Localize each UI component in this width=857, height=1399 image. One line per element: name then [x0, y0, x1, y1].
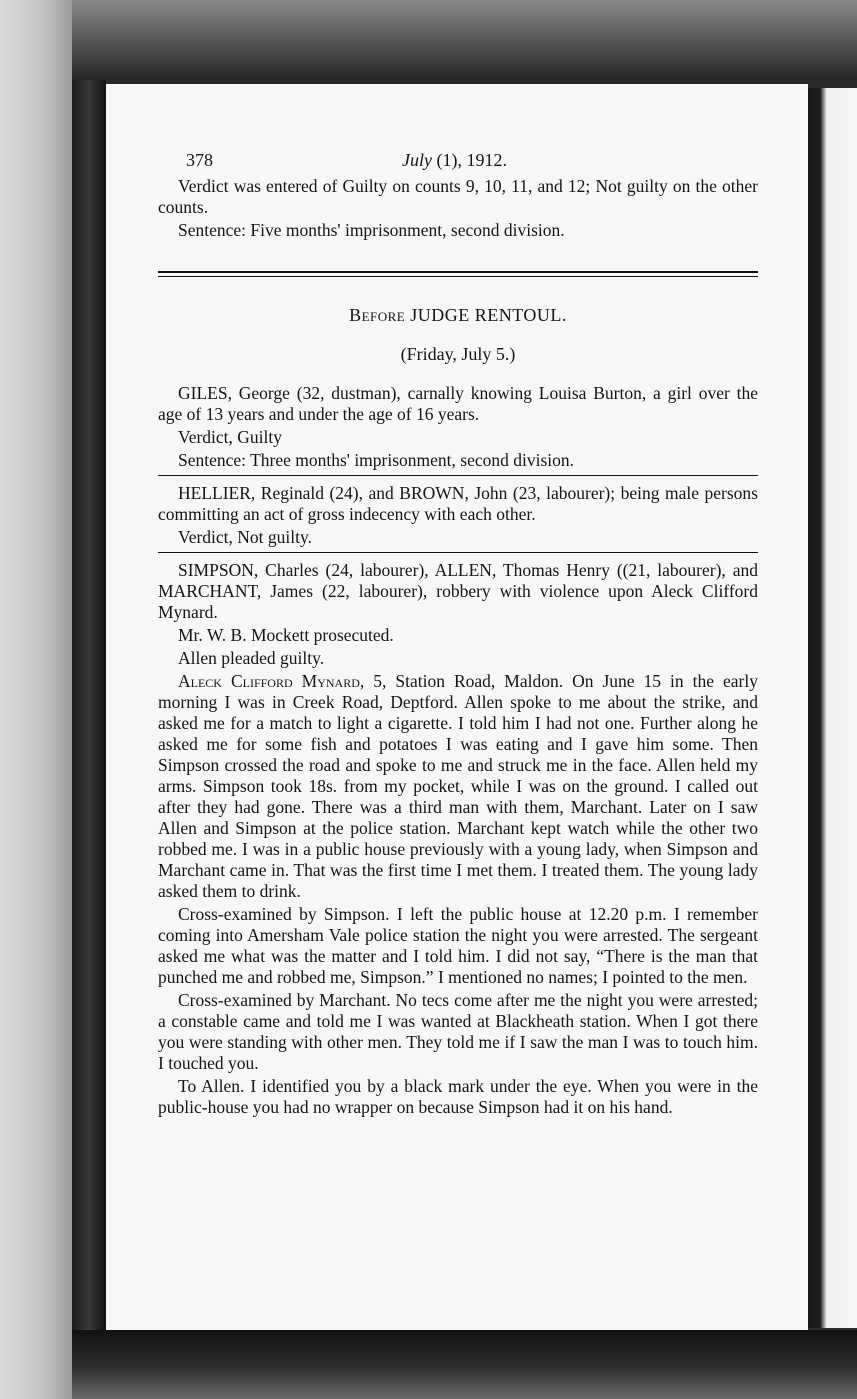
- case-giles-verdict: Verdict, Guilty: [178, 427, 283, 447]
- page-number: 378: [186, 150, 213, 170]
- book-spine-shadow: [72, 80, 106, 1340]
- case-divider: [158, 475, 758, 476]
- section-divider: [158, 271, 758, 277]
- cross-examination-marchant: Cross-examined by Marchant. No tecs come after me the night you were arrested; a constable came and told me I was wanted at Blackheath station. When I got there you were standing with other men. They told me if I saw the man I was to touch him. I touched you.: [158, 990, 758, 1073]
- witness-name: Aleck Clifford Mynard: [178, 671, 360, 691]
- case-simpson-charge: SIMPSON, Charles (24, labourer), ALLEN, Thomas Henry ((21, labourer), and MARCHANT, James (22, labourer), robbery with violence upon Aleck Clifford Mynard.: [158, 560, 758, 622]
- case-simpson-prosecutor: Mr. W. B. Mockett prosecuted.: [178, 625, 394, 645]
- running-head-title: [402, 150, 507, 171]
- running-head-date: (1), 1912.: [431, 150, 507, 170]
- witness-testimony: [158, 671, 758, 902]
- page-content: [158, 144, 758, 1118]
- heading-judge: JUDGE RENTOUL.: [405, 305, 567, 325]
- facing-page-edge: [808, 88, 857, 1328]
- scan-background-bottom: [72, 1330, 857, 1399]
- scan-background-top: [0, 0, 857, 80]
- running-head: [158, 144, 758, 174]
- prior-case-sentence: Sentence: Five months' imprisonment, second division.: [178, 220, 565, 240]
- cross-examination-simpson: Cross-examined by Simpson. I left the public house at 12.20 p.m. I remember coming into Amersham Vale police station the night you were arrested. The sergeant asked me what was the matter and I told him. I did not say, “There is the man that punched me and robbed me, Simpson.” I mentioned no names; I pointed to the men.: [158, 904, 758, 987]
- scan-background-left: [0, 0, 72, 1399]
- case-divider: [158, 552, 758, 553]
- testimony-to-allen: To Allen. I identified you by a black mark under the eye. When you were in the public-house you had no wrapper on because Simpson had it on his hand.: [158, 1076, 758, 1117]
- witness-testimony-text: , 5, Station Road, Maldon. On June 15 in the early morning I was in Creek Road, Deptford. Allen spoke to me about the strike, and asked me for a match to light a cigarette. I told him I had not one. Further along he asked me for some fish and potatoes I was eating and I gave him some. Then Simpson crossed the road and spoke to me and struck me in the face. Allen held my arms. Simpson took 18s. from my pocket, while I was on the ground. I called out after they had gone. There was a third man with them, Marchant. Later on I saw Allen and Simpson at the police station. Marchant kept watch while the other two robbed me. I was in a public house previously with a young lady, when Simpson and Marchant came in. That was the first time I met them. I treated them. The young lady asked them to drink.: [158, 671, 758, 901]
- case-hellier-charge: HELLIER, Reginald (24), and BROWN, John (23, labourer); being male persons committing an act of gross indecency with each other.: [158, 483, 758, 524]
- heading-prefix: Before: [349, 305, 406, 325]
- case-giles-sentence: Sentence: Three months' imprisonment, second division.: [178, 450, 575, 470]
- section-heading: [158, 305, 758, 326]
- running-head-month: July: [402, 150, 432, 170]
- book-page: [106, 84, 808, 1330]
- session-date: (Friday, July 5.): [400, 344, 516, 364]
- case-simpson-plea: Allen pleaded guilty.: [178, 648, 325, 668]
- case-hellier-verdict: Verdict, Not guilty.: [178, 527, 312, 547]
- case-giles-charge: GILES, George (32, dustman), carnally knowing Louisa Burton, a girl over the age of 13 years and under the age of 16 years.: [158, 383, 758, 424]
- prior-case-verdict: Verdict was entered of Guilty on counts 9, 10, 11, and 12; Not guilty on the other counts.: [158, 176, 758, 217]
